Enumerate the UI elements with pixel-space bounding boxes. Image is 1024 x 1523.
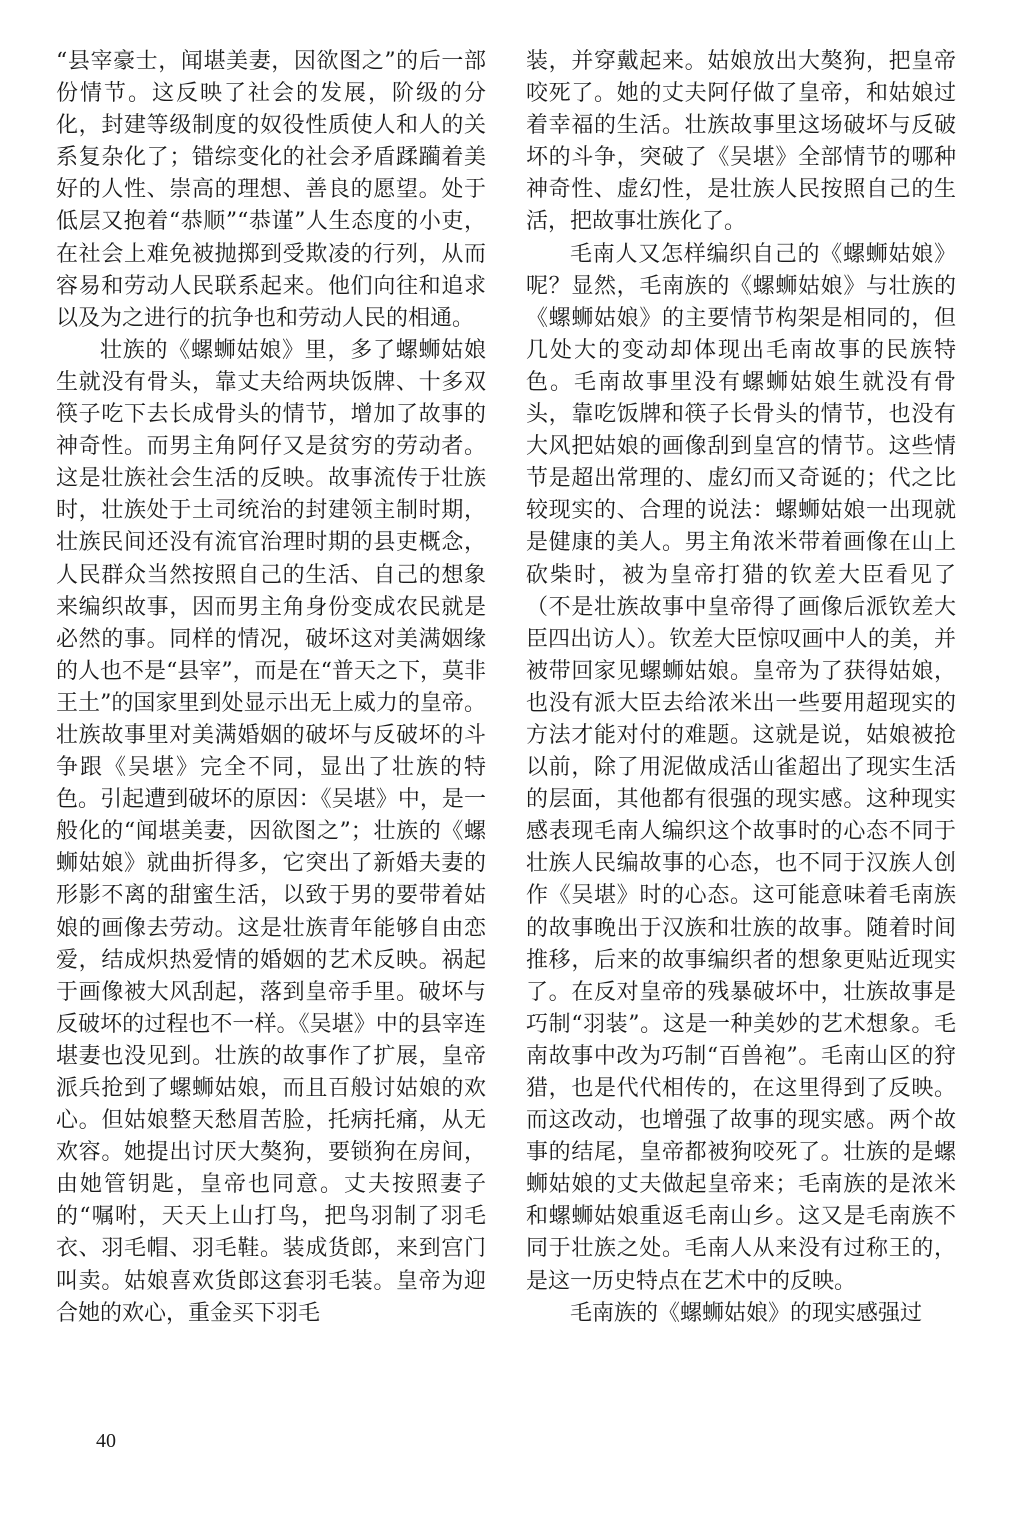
right-paragraph-3: 毛南族的《螺蛳姑娘》的现实感强过 — [570, 1300, 923, 1326]
right-column — [526, 46, 956, 1330]
left-paragraph-1: “县宰豪士，闻堪美妻，因欲图之”的后一部份情节。这反映了社会的发展，阶级的分化，封建等级制度的奴役性质使人和人的关系复杂化了；错综变化的社会矛盾蹂躏着美好的人性、崇高的理想、善良的愿望。处于低层又抱着“恭顺”“恭谨”人生态度的小吏，在社会上难免被抛掷到受欺凌的行列，从而容易和劳动人民联系起来。他们向往和追求以及为之进行的抗争也和劳动人民的相通。 — [56, 49, 486, 331]
left-paragraph-2: 壮族的《螺蛳姑娘》里，多了螺蛳姑娘生就没有骨头，靠丈夫给两块饭牌、十多双筷子吃下去长成骨头的情节，增加了故事的神奇性。而男主角阿仔又是贫穷的劳动者。这是壮族社会生活的反映。故事流传于壮族时，壮族处于土司统治的封建领主制时期，壮族民间还没有流官治理时期的县吏概念，人民群众当然按照自己的生活、自己的想象来编织故事，因而男主角身份变成农民就是必然的事。同样的情况，破坏这对美满姻缘的人也不是“县宰”，而是在“普天之下，莫非王土”的国家里到处显示出无上威力的皇帝。壮族故事里对美满婚姻的破坏与反破坏的斗争跟《吴堪》完全不同，显出了壮族的特色。引起遭到破坏的原因：《吴堪》中，是一般化的“闻堪美妻，因欲图之”；壮族的《螺蛳姑娘》就曲折得多，它突出了新婚夫妻的形影不离的甜蜜生活，以致于男的要带着姑娘的画像去劳动。这是壮族青年能够自由恋爱，结成炽热爱情的婚姻的艺术反映。祸起于画像被大风刮起，落到皇帝手里。破坏与反破坏的过程也不一样。《吴堪》中的县宰连堪妻也没见到。壮族的故事作了扩展，皇帝派兵抢到了螺蛳姑娘，而且百般讨姑娘的欢心。但姑娘整天愁眉苦脸，托病托痛，从无欢容。她提出讨厌大獒狗，要锁狗在房间，由她管钥匙，皇帝也同意。丈夫按照妻子的“嘱咐，天天上山打鸟，把鸟羽制了羽毛衣、羽毛帽、羽毛鞋。装成货郎，来到宫门叫卖。姑娘喜欢货郎这套羽毛装。皇帝为迎合她的欢心，重金买下羽毛 — [56, 337, 486, 1326]
page-number: 40 — [96, 1430, 116, 1452]
right-paragraph-1: 装，并穿戴起来。姑娘放出大獒狗，把皇帝咬死了。她的丈夫阿仔做了皇帝，和姑娘过着幸福的生活。壮族故事里这场破坏与反破坏的斗争，突破了《吴堪》全部情节的哪种神奇性、虚幻性，是壮族人民按照自己的生活，把故事壮族化了。 — [526, 49, 956, 235]
left-column — [56, 46, 486, 1330]
right-paragraph-2: 毛南人又怎样编织自己的《螺蛳姑娘》呢？显然，毛南族的《螺蛳姑娘》与壮族的《螺蛳姑娘》的主要情节构架是相同的，但几处大的变动却体现出毛南故事的民族特色。毛南故事里没有螺蛳姑娘生就没有骨头，靠吃饭牌和筷子长骨头的情节，也没有大风把姑娘的画像刮到皇宫的情节。这些情节是超出常理的、虚幻而又奇诞的；代之比较现实的、合理的说法：螺蛳姑娘一出现就是健康的美人。男主角浓米带着画像在山上砍柴时，被为皇帝打猎的钦差大臣看见了（不是壮族故事中皇帝得了画像后派钦差大臣四出访人）。钦差大臣惊叹画中人的美，并被带回家见螺蛳姑娘。皇帝为了获得姑娘，也没有派大臣去给浓米出一些要用超现实的方法才能对付的难题。这就是说，姑娘被抢以前，除了用泥做成活山雀超出了现实生活的层面，其他都有很强的现实感。这种现实感表现毛南人编织这个故事时的心态不同于壮族人民编故事的心态，也不同于汉族人创作《吴堪》时的心态。这可能意味着毛南族的故事晚出于汉族和壮族的故事。随着时间推移，后来的故事编织者的想象更贴近现实了。在反对皇帝的残暴破坏中，壮族故事是巧制“羽装”。这是一种美妙的艺术想象。毛南故事中改为巧制“百兽袍”。毛南山区的狩猎，也是代代相传的，在这里得到了反映。而这改动，也增强了故事的现实感。两个故事的结尾，皇帝都被狗咬死了。壮族的是螺蛳姑娘的丈夫做起皇帝来；毛南族的是浓米和螺蛳姑娘重返毛南山乡。这又是毛南族不同于壮族之处。毛南人从来没有过称王的，是这一历史特点在艺术中的反映。 — [526, 241, 956, 1294]
